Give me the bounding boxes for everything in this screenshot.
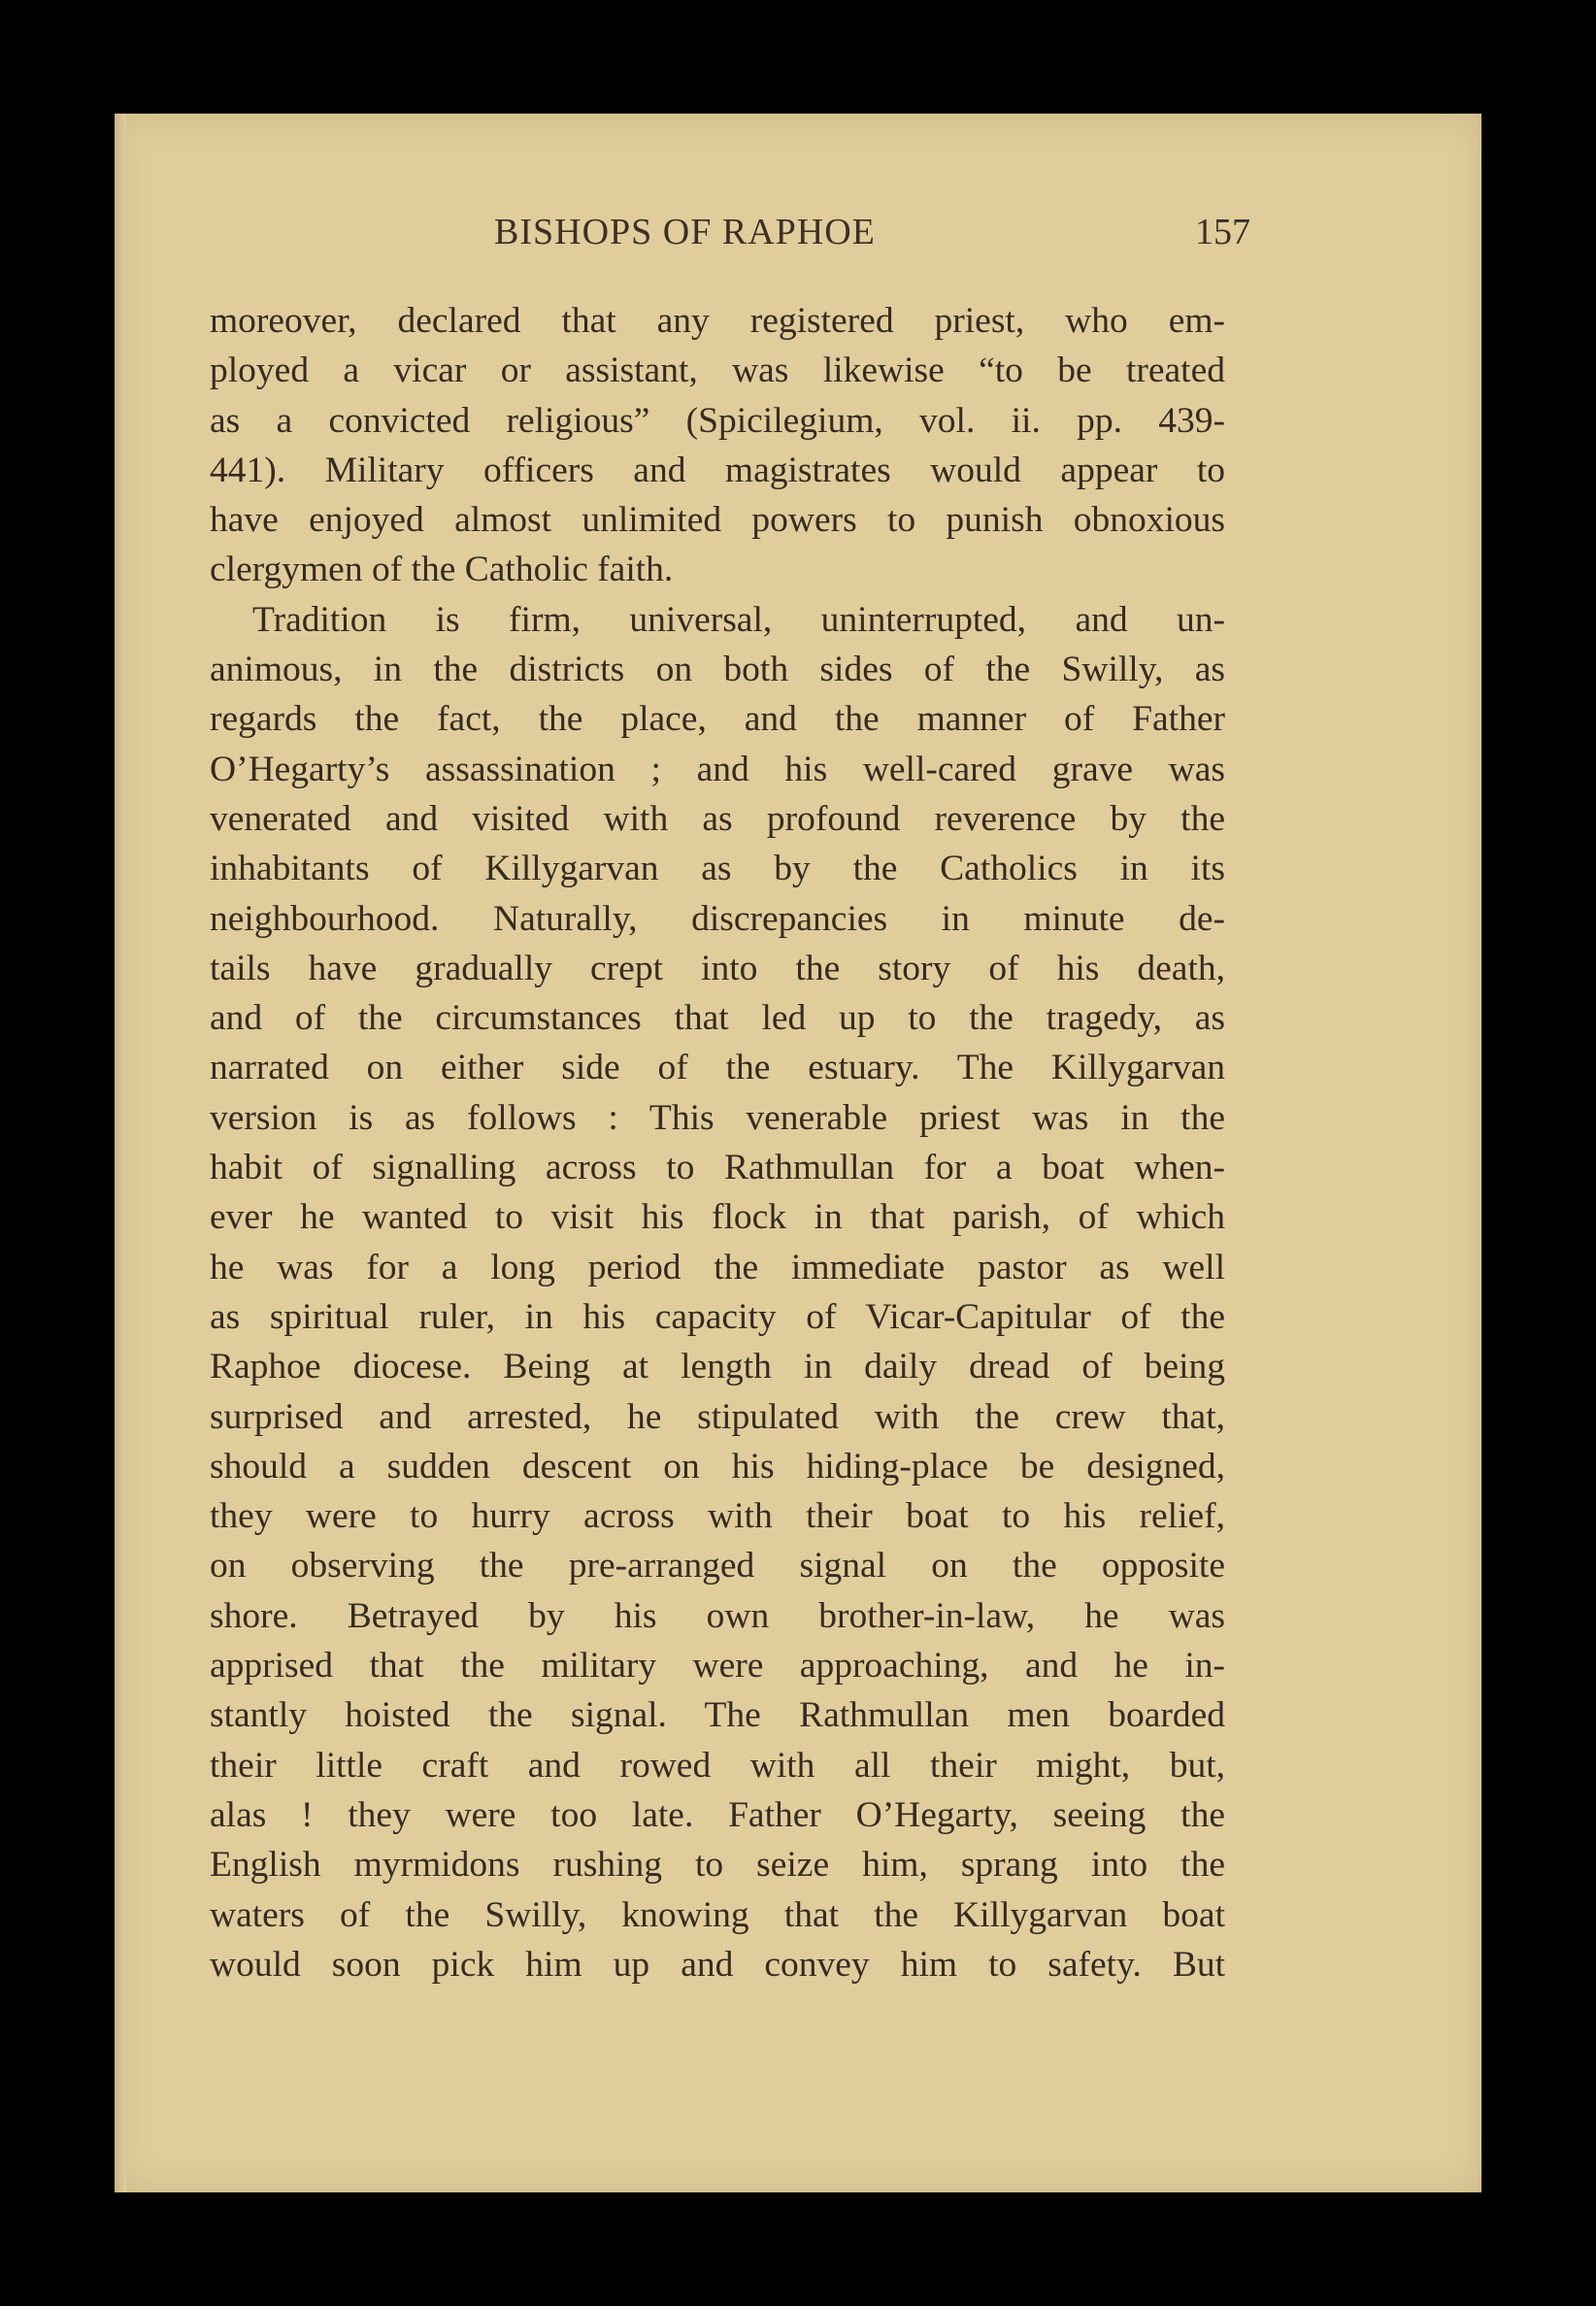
- text-line: animous, in the districts on both sides of the Swilly, as: [210, 650, 1225, 690]
- text-line: as a convicted religious” (Spicilegium, vol. ii. pp. 439-: [210, 400, 1225, 441]
- text-line: Raphoe diocese. Being at length in daily dread of being: [210, 1347, 1225, 1387]
- text-line: inhabitants of Killygarvan as by the Catholics in its: [210, 849, 1225, 889]
- text-line: habit of signalling across to Rathmullan for a boat when-: [210, 1148, 1225, 1188]
- body-text: [210, 296, 1225, 1989]
- page-gutter-edge: [115, 114, 126, 2192]
- text-line: they were to hurry across with their boat to his relief,: [210, 1496, 1225, 1537]
- text-line: O’Hegarty’s assassination ; and his well-cared grave was: [210, 749, 1225, 789]
- text-line: their little craft and rowed with all their might, but,: [210, 1745, 1225, 1786]
- text-line: waters of the Swilly, knowing that the Killygarvan boat: [210, 1894, 1225, 1935]
- text-line: on observing the pre-arranged signal on the opposite: [210, 1546, 1225, 1587]
- text-line: English myrmidons rushing to seize him, sprang into the: [210, 1845, 1225, 1886]
- text-line: stantly hoisted the signal. The Rathmullan men boarded: [210, 1695, 1225, 1736]
- text-line: surprised and arrested, he stipulated with the crew that,: [210, 1396, 1225, 1437]
- text-line: narrated on either side of the estuary. The Killygarvan: [210, 1048, 1225, 1088]
- text-line: moreover, declared that any registered priest, who em-: [210, 301, 1225, 341]
- text-line: and of the circumstances that led up to the tragedy, as: [210, 998, 1225, 1039]
- text-line: regards the fact, the place, and the manner of Father: [210, 699, 1225, 740]
- text-line: shore. Betrayed by his own brother-in-law, he was: [210, 1595, 1225, 1636]
- text-line: have enjoyed almost unlimited powers to punish obnoxious: [210, 500, 1225, 541]
- text-line: ployed a vicar or assistant, was likewise “to be treated: [210, 351, 1225, 391]
- text-line: alas ! they were too late. Father O’Hegarty, seeing the: [210, 1794, 1225, 1835]
- page-number: 157: [1195, 212, 1250, 252]
- text-line: tails have gradually crept into the story of his death,: [210, 948, 1225, 988]
- text-line: ever he wanted to visit his flock in that parish, of which: [210, 1197, 1225, 1238]
- text-line: apprised that the military were approaching, and he in-: [210, 1646, 1225, 1687]
- text-line: Tradition is firm, universal, uninterrupted, and un-: [252, 599, 1225, 640]
- running-head-title: BISHOPS OF RAPHOE: [494, 212, 876, 252]
- text-line: venerated and visited with as profound reverence by the: [210, 798, 1225, 839]
- text-line: version is as follows : This venerable priest was in the: [210, 1097, 1225, 1138]
- text-line: would soon pick him up and convey him to safety. But: [210, 1944, 1225, 1985]
- book-page: [115, 114, 1481, 2192]
- text-line: as spiritual ruler, in his capacity of Vicar-Capitular of the: [210, 1296, 1225, 1337]
- text-line: 441). Military officers and magistrates would appear to: [210, 450, 1225, 490]
- text-line: should a sudden descent on his hiding-place be designed,: [210, 1446, 1225, 1487]
- text-line: clergymen of the Catholic faith.: [210, 550, 674, 590]
- text-line: he was for a long period the immediate pastor as well: [210, 1247, 1225, 1287]
- running-head: [115, 211, 1481, 269]
- text-line: neighbourhood. Naturally, discrepancies in minute de-: [210, 898, 1225, 939]
